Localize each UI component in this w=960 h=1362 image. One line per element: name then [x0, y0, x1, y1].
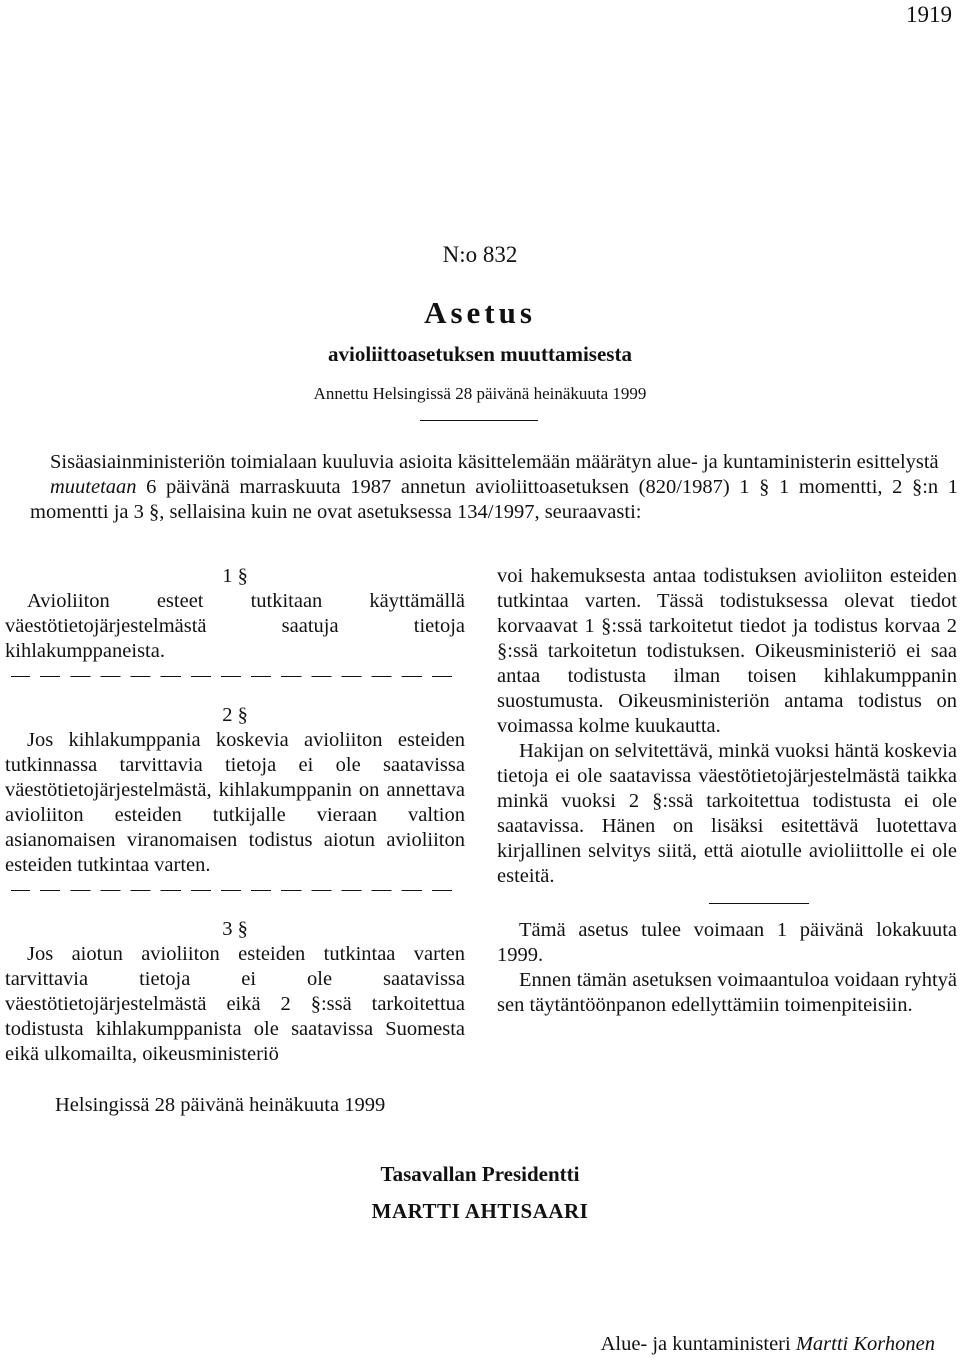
signing-place-date: Helsingissä 28 päivänä heinäkuuta 1999 — [55, 1094, 386, 1116]
section-3-heading: 3 § — [222, 918, 248, 940]
implementation-note: Ennen tämän asetuksen voimaantuloa voidaan ryhtyä sen täytäntöönpanon edellyttämiin toimenpiteisiin. — [497, 969, 957, 1016]
page-number: 1919 — [906, 2, 952, 27]
section-divider — [709, 903, 809, 904]
amend-keyword: muutetaan — [50, 476, 137, 498]
issued-line: Annettu Helsingissä 28 päivänä heinäkuuta 1999 — [313, 384, 647, 403]
document-title: avioliittoasetuksen muuttamisesta — [328, 342, 632, 366]
president-title: Tasavallan Presidentti — [380, 1162, 580, 1186]
section-2-heading: 2 § — [222, 704, 248, 726]
title-divider — [420, 420, 538, 421]
amend-text: 6 päivänä marraskuuta 1987 annetun avioliittoasetuksen (820/1987) 1 § 1 momentti, 2 §:n 1 momentti ja 3 §, sellaisina kuin ne ovat asetuksessa 134/1997, seuraavasti: — [30, 476, 959, 523]
section-3-text-part2: voi hakemuksesta antaa todistuksen avioliiton esteiden tutkintaa varten. Tässä todistuksessa olevat tiedot korvaavat 1 §:ssä tarkoitetut tiedot ja todistus korvaa 2 §:ssä tarkoitetun todistuksen. Oikeusministeriö ei saa antaa todistusta ilman toisen kihlakumppanin suostumusta. Oikeusministeriön antama todistus on voimassa kolme kuukautta. — [497, 565, 957, 737]
preamble-presenter: Sisäasiainministeriön toimialaan kuuluvia asioita käsittelemään määrätyn alue- ja kuntaministerin esittelystä — [50, 451, 939, 473]
issue-number: N:o 832 — [442, 242, 518, 267]
president-name: MARTTI AHTISAARI — [371, 1199, 589, 1223]
section-3-text-part1: Jos aiotun avioliiton esteiden tutkintaa varten tarvittavia tietoja ei ole saatavissa väestötietojärjestelmästä eikä 2 §:ssä tarkoitettua todistusta kihlakumppanista ole saatavissa Suomesta eikä ulkomailta, oikeusministeriö — [5, 943, 465, 1065]
omission-dash-line — [11, 676, 459, 677]
minister-title: Alue- ja kuntaministeri — [600, 1333, 791, 1355]
section-3-paragraph-2: Hakijan on selvitettävä, minkä vuoksi häntä koskevia tietoja ei ole saatavissa väestötietojärjestelmästä taikka minkä vuoksi 2 §:ssä tarkoitettua todistusta ei ole saatavissa. Hänen on lisäksi esitettävä luotettava kirjallinen selvitys siitä, että aiotulle avioliittolle ei ole esteitä. — [497, 740, 957, 887]
entry-into-force: Tämä asetus tulee voimaan 1 päivänä lokakuuta 1999. — [497, 919, 957, 966]
minister-name: Martti Korhonen — [795, 1333, 935, 1355]
document-type: Asetus — [424, 295, 536, 330]
preamble-amendment — [30, 475, 958, 525]
section-1-heading: 1 § — [222, 565, 248, 587]
preamble — [30, 450, 958, 525]
omission-dash-line — [11, 890, 459, 891]
left-column — [5, 564, 465, 1067]
right-column — [497, 564, 957, 1018]
section-1-text: Avioliiton esteet tutkitaan käyttämällä väestötietojärjestelmästä saatuja tietoja kihlakumppaneista. — [5, 590, 465, 662]
section-2-text: Jos kihlakumppania koskevia avioliiton esteiden tutkinnassa tarvittavia tietoja ei ole saatavissa väestötietojärjestelmästä, kihlakumppanin on annettava avioliiton esteiden tutkijalle vieraan valtion asianomaisen viranomaisen todistus aiotun avioliiton esteiden tutkintaa varten. — [5, 729, 465, 876]
minister-signature — [601, 1333, 935, 1356]
